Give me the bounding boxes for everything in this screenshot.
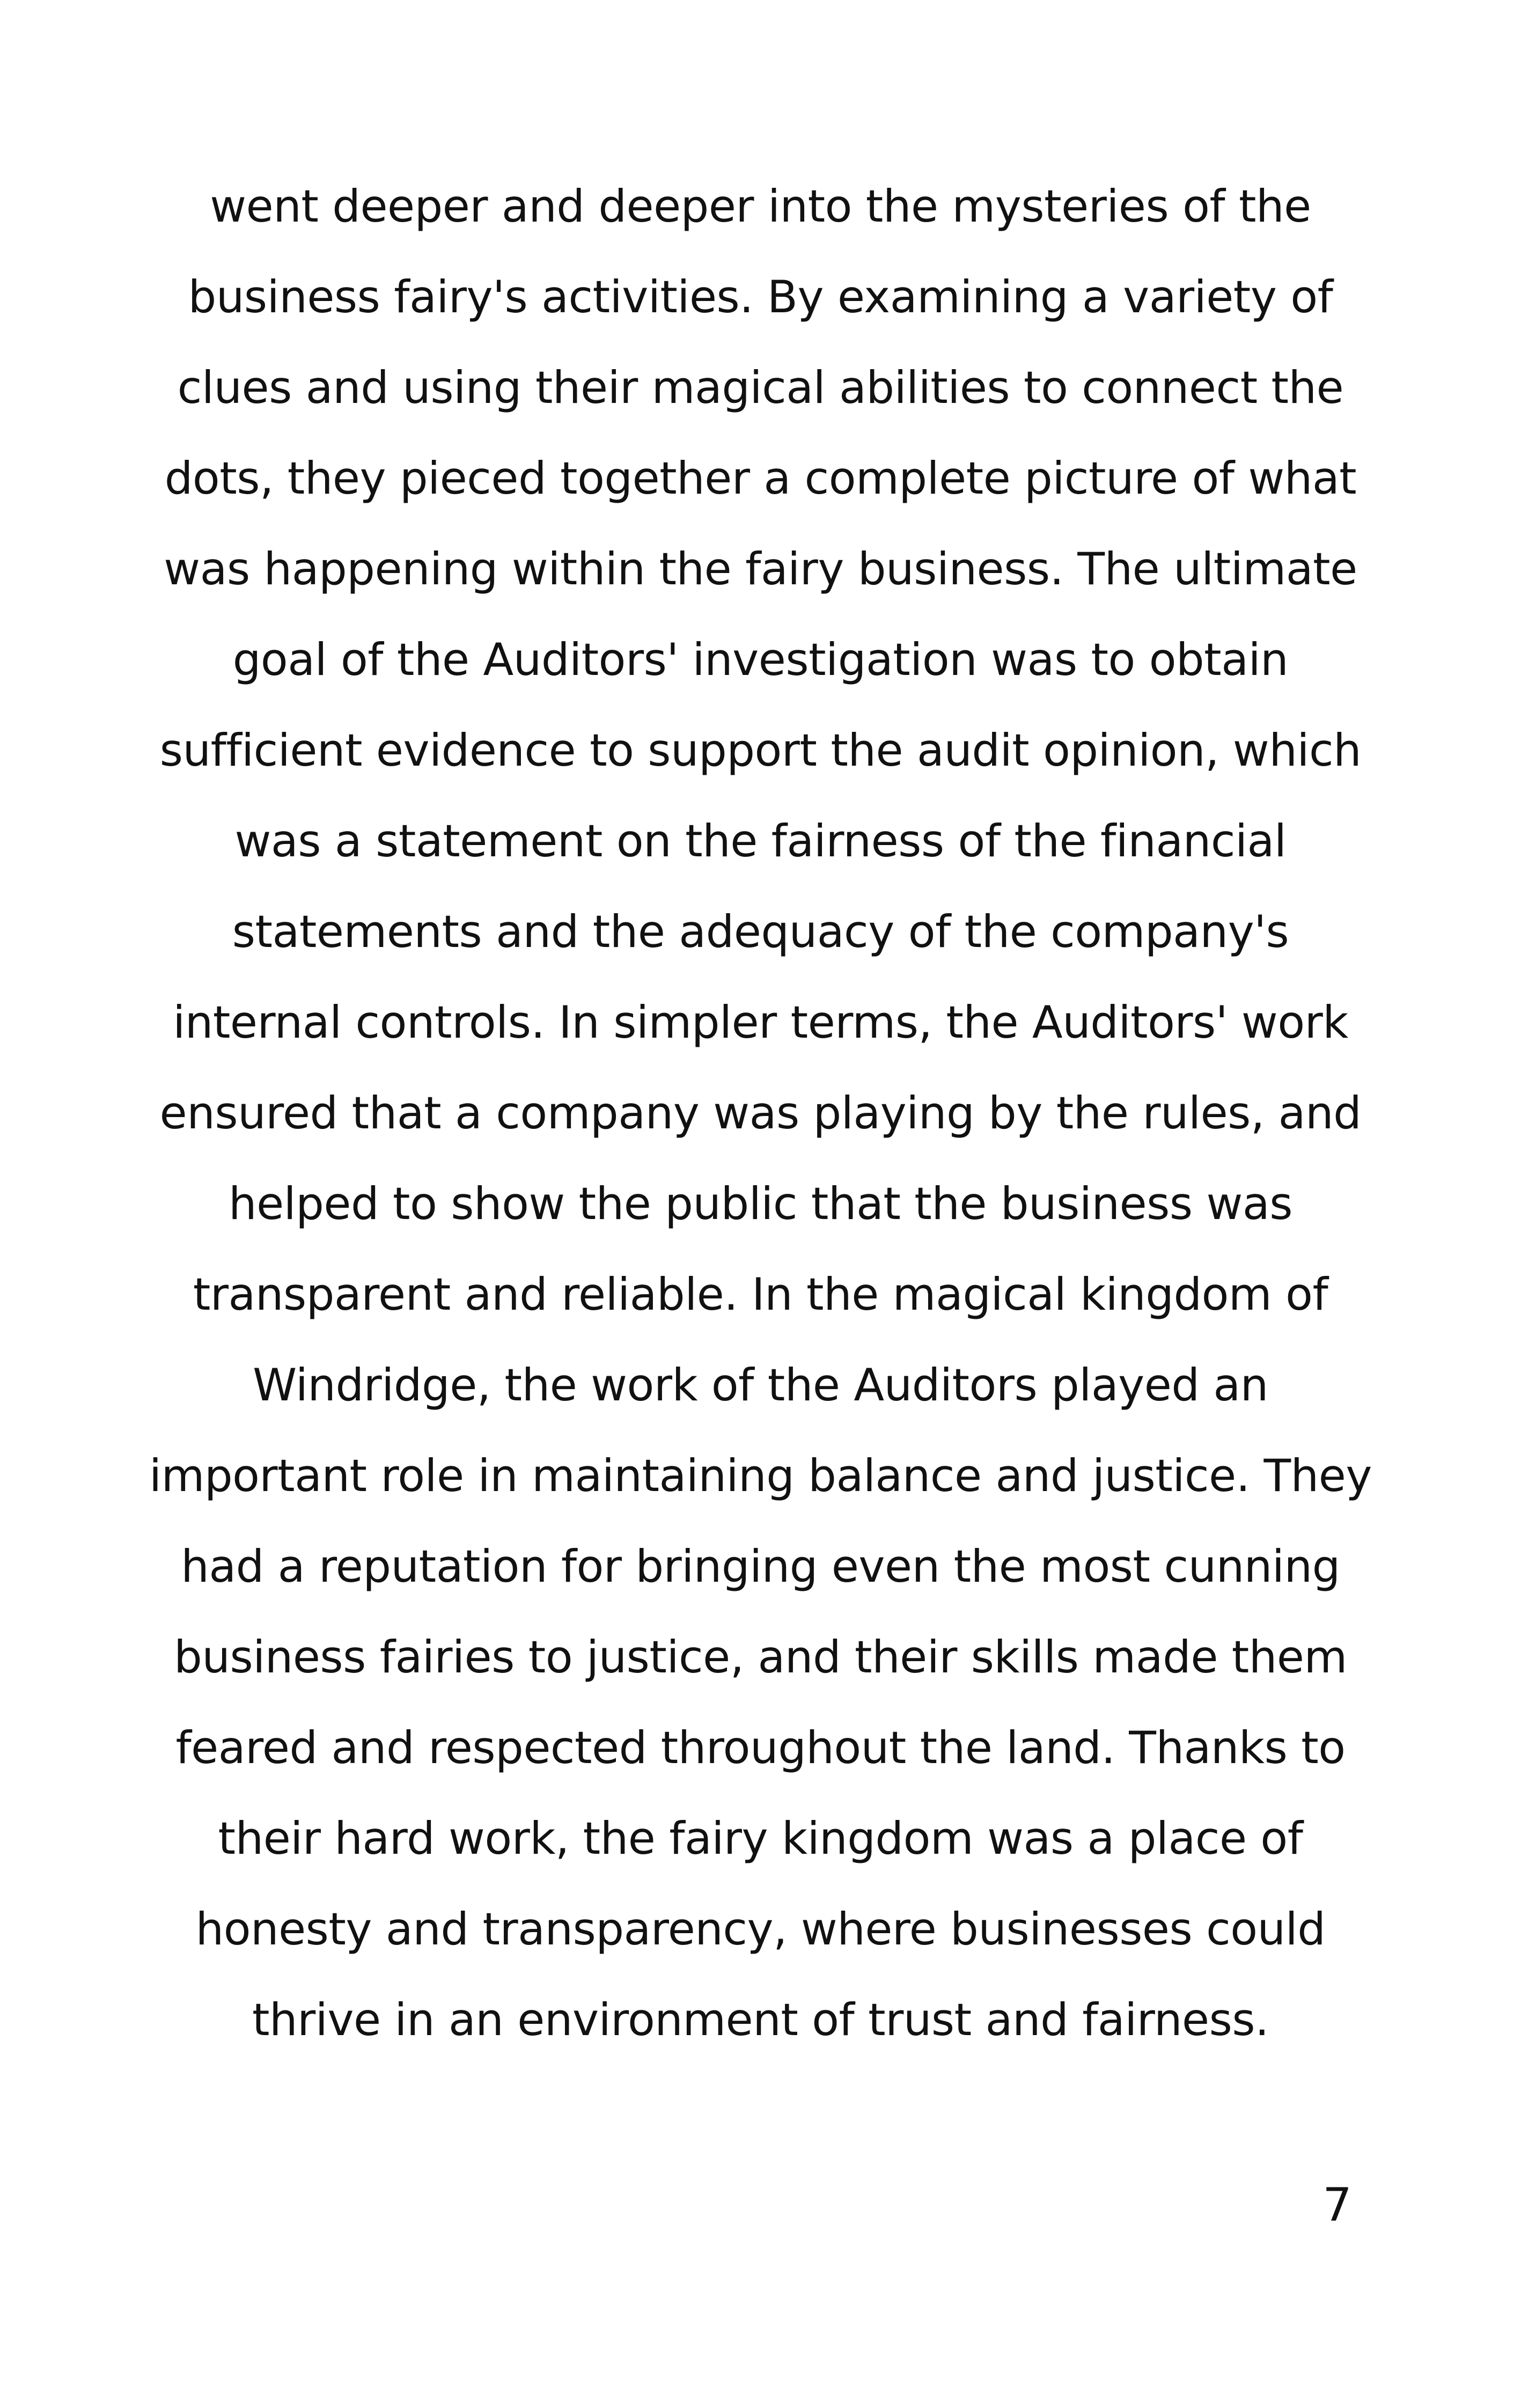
text-line: thrive in an environment of trust and fairness. bbox=[252, 1994, 1269, 2046]
text-line: business fairies to justice, and their skills made them bbox=[174, 1631, 1347, 1683]
text-line: feared and respected throughout the land. Thanks to bbox=[175, 1722, 1346, 1774]
text-line: was a statement on the fairness of the financial bbox=[234, 815, 1287, 867]
page-number: 7 bbox=[1322, 2178, 1352, 2232]
text-line: goal of the Auditors' investigation was to obtain bbox=[232, 634, 1289, 686]
text-line: business fairy's activities. By examining a variety of bbox=[188, 271, 1333, 323]
text-line: was happening within the fairy business. The ultimate bbox=[164, 543, 1357, 595]
text-line: important role in maintaining balance and justice. They bbox=[149, 1450, 1372, 1502]
text-line: statements and the adequacy of the company's bbox=[232, 906, 1289, 958]
body-paragraph bbox=[134, 161, 1387, 2065]
text-line: Windridge, the work of the Auditors played an bbox=[253, 1359, 1268, 1411]
text-line: their hard work, the fairy kingdom was a place of bbox=[218, 1812, 1303, 1864]
text-line: ensured that a company was playing by the rules, and bbox=[159, 1087, 1362, 1139]
text-line: clues and using their magical abilities to connect the bbox=[177, 362, 1344, 414]
text-line: transparent and reliable. In the magical kingdom of bbox=[193, 1268, 1328, 1320]
text-line: went deeper and deeper into the mysteries of the bbox=[210, 180, 1311, 232]
text-line: dots, they pieced together a complete picture of what bbox=[164, 452, 1357, 504]
text-line: honesty and transparency, where businesses could bbox=[195, 1903, 1326, 1955]
text-line: internal controls. In simpler terms, the Auditors' work bbox=[173, 996, 1348, 1048]
text-line: sufficient evidence to support the audit opinion, which bbox=[159, 724, 1362, 776]
text-line: had a reputation for bringing even the most cunning bbox=[181, 1540, 1340, 1592]
text-line: helped to show the public that the business was bbox=[228, 1178, 1292, 1230]
